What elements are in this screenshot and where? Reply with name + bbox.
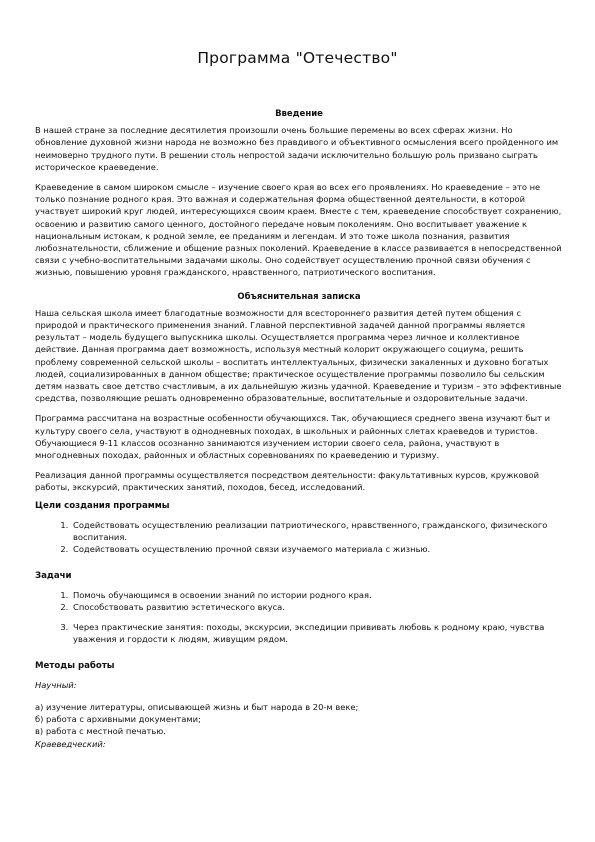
list-item: 2. Содействовать осуществлению прочной связи изучаемого материала с жизнью. <box>71 543 563 555</box>
note-paragraph: Наша сельская школа имеет благодатные возможности для всестороннего развития детей путем общения с природой и практического применения знаний. Главной перспективной задачей данной программы является результат – модель будущего выпускника школы. Осуществляется программа через личное и коллективное действие. Данная программа дает возможность, используя местный колорит окружающего социума, решить проблему современной сельской школы – воспитать интеллектуальных, физически закаленных и духовно богатых людей, социализированных в данном обществе; практическое осуществление программы позволило бы сельским детям назвать свое детство счастливым, а их дальнейшую жизнь удачной. Краеведение и туризм – это эффективные средства, позволяющие решать одновременно образовательные, воспитательные и оздоровительные задачи. <box>35 307 562 404</box>
list-item: 1. Помочь обучающимся в освоении знаний по истории родного края. <box>71 589 563 601</box>
list-item: 3. Через практические занятия: походы, экскурсии, экспедиции прививать любовь к родному краю, чувства уважения и гордости к людям, живущим рядом. <box>71 621 563 645</box>
page-title: Программа "Отечество" <box>197 49 398 67</box>
note-paragraph: Реализация данной программы осуществляется посредством деятельности: факультативных курсов, кружковой работы, экскурсий, практических занятий, походов, бесед, исследований. <box>35 470 540 493</box>
intro-paragraph: В нашей стране за последние десятилетия произошли очень большие перемены во всех сферах жизни. Но обновление духовной жизни народа не возможно без правдивого и объективного осмысления всего пройденного им неимоверно трудного пути. В решении столь непростой задачи исключительно большую роль призвано сыграть историческое краеведение. <box>35 125 559 172</box>
list-item: 1. Содействовать осуществлению реализации патриотического, нравственного, гражданского, физического воспитания. <box>71 519 563 543</box>
local-label: Краеведческий: <box>35 738 106 749</box>
methods-heading: Методы работы <box>35 660 115 671</box>
method-line: а) изучение литературы, описывающей жизнь и быт народа в 20-м веке; <box>35 701 359 712</box>
list-item: 2. Способствовать развитию эстетического вкуса. <box>71 601 563 613</box>
note-paragraph: Программа рассчитана на возрастные особенности обучающихся. Так, обучающиеся среднего звена изучают быт и культуру своего села, участвуют в однодневных походах, в школьных и районных слетах краеведов и туристов. Обучающиеся 9-11 классов осознанно занимаются изучением истории своего села, района, участвуют в многодневных походах, районных и областных соревнованиях по краеведению и туризму. <box>35 413 551 461</box>
intro-heading: Введение <box>275 109 323 119</box>
document-body <box>35 108 563 750</box>
tasks-list <box>35 589 563 646</box>
note-heading: Объяснительная записка <box>237 291 361 302</box>
method-line: в) работа с местной печатью. <box>35 726 166 737</box>
intro-paragraph: Краеведение в самом широком смысле – изучение своего края во всех его проявлениях. Но краеведение – это не только познание родного края. Это важная и содержательная форма общественной деятельности, в которой участвует широкий круг людей, интересующихся своим краем. Вместе с тем, краеведение способствует сохранению, освоению и развитию самого ценного, достойного передаче новым поколениям. Оно воспитывает уважение к национальным истокам, к родной земле, ее преданиям и легендам. И это тоже школа познания, развития любознательности, сближение и общение разных поколений. Краеведение в классе развивается в непосредственной связи с учебно-воспитательными задачами школы. Оно содействует осуществлению прочной связи обучения с жизнью, повышению уровня гражданского, нравственного, патриотического воспитания. <box>35 182 562 278</box>
method-line: б) работа с архивными документами; <box>35 714 201 725</box>
tasks-heading: Задачи <box>35 570 72 581</box>
goals-list <box>35 519 563 556</box>
scientific-label: Научный: <box>35 679 77 690</box>
goals-heading: Цели создания программы <box>35 500 170 511</box>
